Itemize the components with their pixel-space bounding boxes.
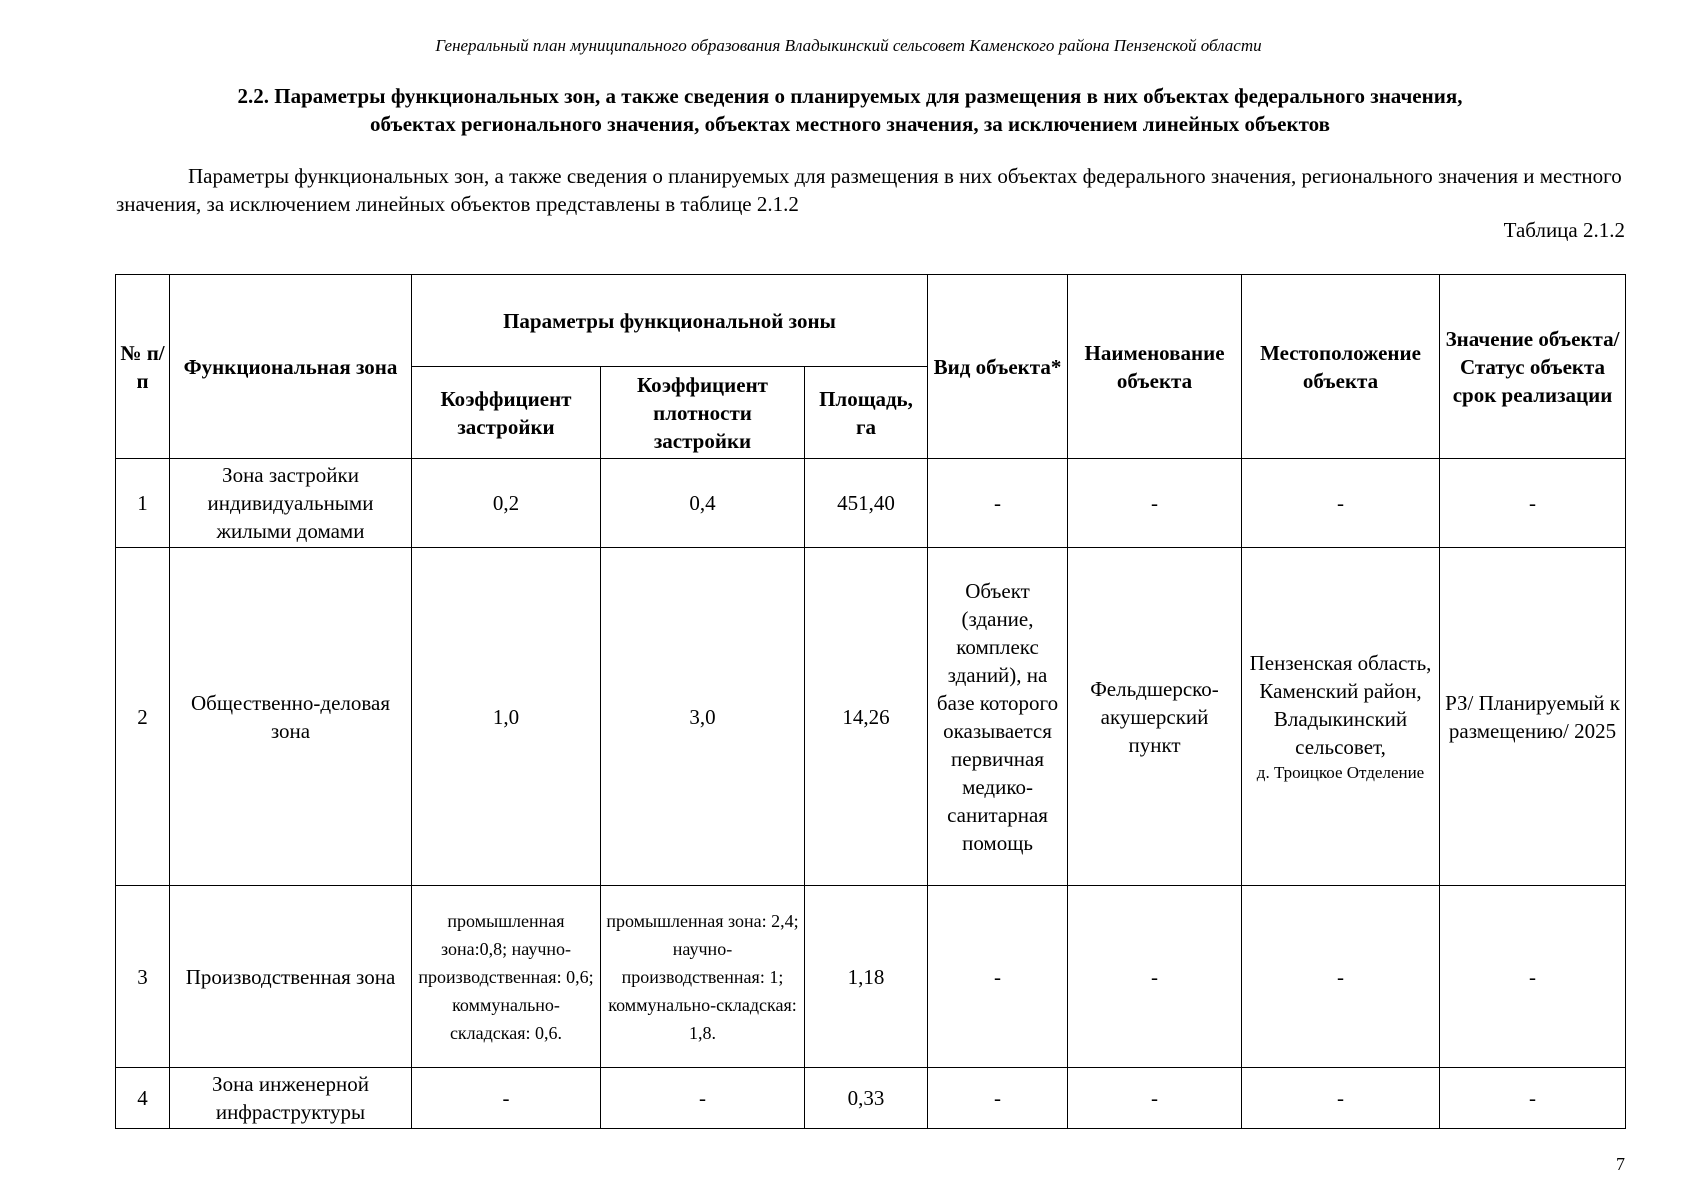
row-object-status: - (1440, 1068, 1626, 1129)
section-title-line-1: 2.2. Параметры функциональных зон, а также сведения о планируемых для размещения в них объектах федерального значения, (237, 84, 1463, 108)
row-object-locality: д. Троицкое Отделение (1256, 762, 1425, 782)
row-object-type: - (928, 886, 1068, 1068)
row-object-name: - (1068, 886, 1242, 1068)
table-row (116, 548, 1626, 886)
table-row (116, 886, 1626, 1068)
row-object-status: - (1440, 886, 1626, 1068)
table-row (116, 1068, 1626, 1129)
row-zone: Производственная зона (170, 886, 412, 1068)
row-object-type: Объект (здание, комплекс зданий), на базе которого оказывается первичная медико-санитарная помощь (928, 548, 1068, 886)
header-zone: Функциональная зона (170, 275, 412, 459)
header-object-status: Значение объекта/Статус объекта срок реализации (1440, 275, 1626, 459)
row-coef-density: - (601, 1068, 805, 1129)
page-number: 7 (1616, 1154, 1625, 1174)
row-object-name: Фельдшерско-акушерский пункт (1068, 548, 1242, 886)
row-area: 14,26 (805, 548, 928, 886)
row-num: 1 (116, 459, 170, 548)
header-object-name: Наименование объекта (1068, 275, 1242, 459)
row-zone: Зона застройки индивидуальными жилыми домами (170, 459, 412, 548)
section-title (150, 82, 1550, 138)
row-coef-build: промышленная зона:0,8; научно-производственная: 0,6; коммунально-складская: 0,6. (412, 886, 601, 1068)
row-coef-density: промышленная зона: 2,4; научно-производственная: 1; коммунально-складская: 1,8. (601, 886, 805, 1068)
row-object-type: - (928, 1068, 1068, 1129)
header-coef-build: Коэффициент застройки (412, 367, 601, 459)
row-object-location-text: Пензенская область, Каменский район, Владыкинский сельсовет, (1249, 650, 1432, 759)
row-area: 451,40 (805, 459, 928, 548)
row-num: 4 (116, 1068, 170, 1129)
header-object-type: Вид объекта* (928, 275, 1068, 459)
row-object-type: - (928, 459, 1068, 548)
running-header: Генеральный план муниципального образования Владыкинский сельсовет Каменского района Пензенской области (435, 36, 1262, 55)
row-area: 0,33 (805, 1068, 928, 1129)
row-zone: Зона инженерной инфраструктуры (170, 1068, 412, 1129)
intro-paragraph: Параметры функциональных зон, а также сведения о планируемых для размещения в них объектах федерального значения, регионального значения и местного значения, за исключением линейных объектов представлены в таблице 2.1.2 (116, 164, 1622, 216)
parameters-table (115, 274, 1626, 1129)
row-num: 2 (116, 548, 170, 886)
row-coef-build: 1,0 (412, 548, 601, 886)
row-coef-build: - (412, 1068, 601, 1129)
row-object-name: - (1068, 1068, 1242, 1129)
header-object-location: Местоположение объекта (1242, 275, 1440, 459)
row-object-location: - (1242, 1068, 1440, 1129)
row-coef-build: 0,2 (412, 459, 601, 548)
header-coef-density: Коэффициент плотности застройки (601, 367, 805, 459)
header-params-group: Параметры функциональной зоны (412, 275, 928, 367)
row-zone: Общественно-деловая зона (170, 548, 412, 886)
row-object-name: - (1068, 459, 1242, 548)
row-coef-density: 0,4 (601, 459, 805, 548)
header-area: Площадь, га (805, 367, 928, 459)
row-object-status: РЗ/ Планируемый к размещению/ 2025 (1440, 548, 1626, 886)
row-coef-density: 3,0 (601, 548, 805, 886)
row-object-status: - (1440, 459, 1626, 548)
row-num: 3 (116, 886, 170, 1068)
table-row (116, 459, 1626, 548)
row-object-location (1242, 548, 1440, 886)
row-object-location: - (1242, 459, 1440, 548)
section-title-line-2: объектах регионального значения, объектах местного значения, за исключением линейных объектов (370, 112, 1330, 136)
header-num: № п/п (116, 275, 170, 459)
row-area: 1,18 (805, 886, 928, 1068)
table-caption: Таблица 2.1.2 (1503, 218, 1625, 242)
row-object-location: - (1242, 886, 1440, 1068)
